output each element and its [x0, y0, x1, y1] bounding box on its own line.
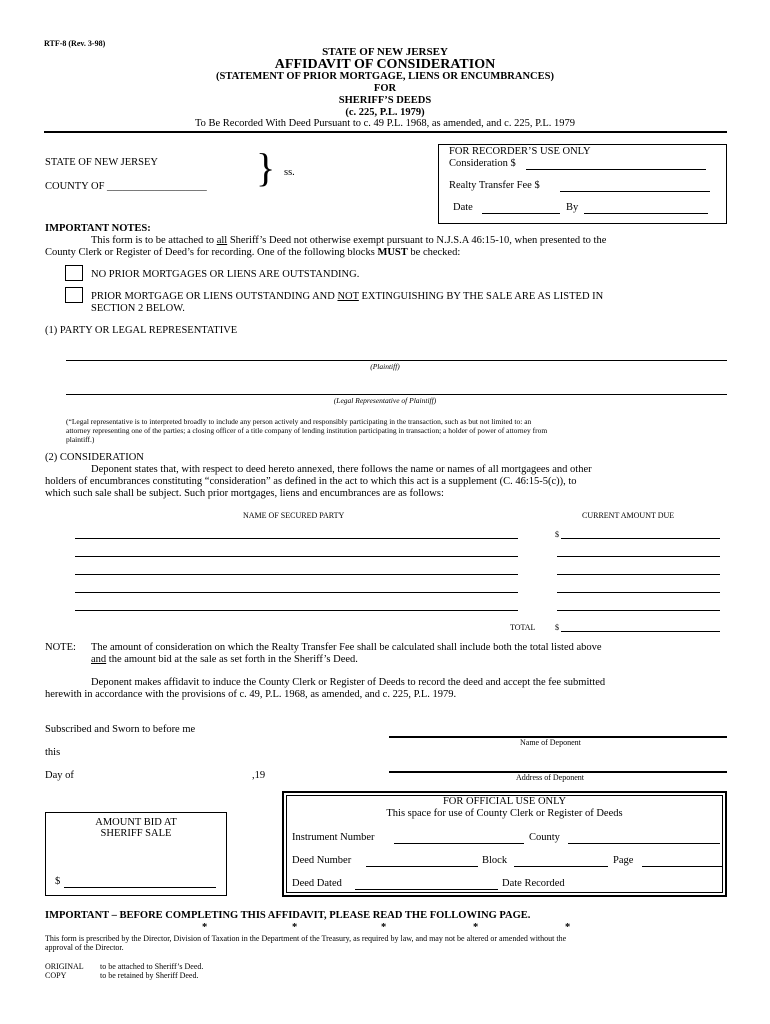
amount-due-field-4[interactable] [557, 592, 720, 593]
section-2-line-3: which such sale shall be subject. Such prior mortgages, liens and encumbrances are as follows: [45, 488, 444, 499]
block-field[interactable] [514, 866, 608, 867]
deed-dated-label: Deed Dated [292, 878, 342, 889]
section-2-line-1: Deponent states that, with respect to deed hereto annexed, there follows the name or names of all mortgagees and other [91, 464, 592, 475]
header-state: STATE OF NEW JERSEY [322, 46, 448, 58]
recorder-fee-label: Realty Transfer Fee $ [449, 180, 540, 191]
recorder-consideration-field[interactable] [526, 169, 706, 170]
official-use-box [282, 791, 727, 897]
header-recorded: To Be Recorded With Deed Pursuant to c. 49 P.L. 1968, as amended, and c. 225, P.L. 1979 [194, 118, 576, 129]
col-header-party: NAME OF SECURED PARTY [243, 511, 345, 520]
venue-ss: ss. [284, 167, 295, 178]
no-prior-mortgage-checkbox[interactable] [65, 265, 83, 281]
recorder-by-label: By [566, 202, 579, 213]
venue-state: STATE OF NEW JERSEY [45, 157, 159, 168]
original-label: ORIGINAL [45, 962, 84, 971]
secured-party-field-3[interactable] [75, 574, 518, 575]
block-label: Block [482, 855, 508, 866]
amount-due-field-5[interactable] [557, 610, 720, 611]
venue-brace: } [256, 145, 276, 190]
header-for: FOR [373, 83, 397, 94]
deed-dated-field[interactable] [355, 889, 498, 890]
instrument-number-field[interactable] [394, 843, 524, 844]
section-1-heading: (1) PARTY OR LEGAL REPRESENTATIVE [45, 325, 238, 336]
star-2: * [292, 922, 298, 933]
secured-party-field-5[interactable] [75, 610, 518, 611]
sworn-subscribed: Subscribed and Sworn to before me [45, 724, 196, 735]
amount-due-field-1[interactable] [561, 538, 720, 539]
star-1: * [202, 922, 208, 933]
date-recorded-label[interactable]: Date Recorded [502, 878, 565, 889]
no-prior-mortgage-label: NO PRIOR MORTGAGES OR LIENS ARE OUTSTANDING. [91, 269, 360, 280]
affidavit-line-2: herewith in accordance with the provisions of c. 49, P.L. 1968, as amended, and c. 225, P.L. 1979. [45, 689, 457, 700]
col-header-amount: CURRENT AMOUNT DUE [582, 511, 675, 520]
deed-number-field[interactable] [366, 866, 478, 867]
copy-label: COPY [45, 971, 67, 980]
total-dollar: $ [555, 623, 559, 632]
note-label: NOTE: [45, 642, 76, 653]
amount-dollar-1: $ [555, 530, 559, 539]
form-id: RTF-8 (Rev. 3-98) [44, 39, 106, 48]
header-deeds: SHERIFF’S DEEDS [338, 95, 432, 106]
star-5: * [565, 922, 571, 933]
amount-bid-label-2: SHERIFF SALE [100, 828, 172, 839]
recorder-date-field[interactable] [482, 213, 560, 214]
amount-bid-field[interactable] [64, 887, 216, 888]
total-amount-field[interactable] [561, 631, 720, 632]
footnote-line-3: plaintiff.) [66, 435, 95, 444]
page-subtitle: (STATEMENT OF PRIOR MORTGAGE, LIENS OR ENCUMBRANCES) [216, 71, 554, 82]
county-label: County [529, 832, 560, 843]
instrument-number-label: Instrument Number [292, 832, 375, 843]
star-4: * [473, 922, 479, 933]
sworn-day-of: Day of [45, 770, 74, 781]
footnote-line-2: attorney representing one of the parties; a closing officer of a title company of lending institution participating in transaction; a holder of power of attorney from [66, 426, 548, 435]
amount-due-field-2[interactable] [557, 556, 720, 557]
section-2-line-2: holders of encumbrances constituting “consideration” as defined in the act to which this act is a supplement (C. 46:15-5(c)), to [45, 476, 577, 487]
prescribed-line-2: approval of the Director. [45, 943, 124, 952]
page-field[interactable] [642, 866, 722, 867]
copy-text: to be retained by Sheriff Deed. [100, 971, 199, 980]
official-title: FOR OFFICIAL USE ONLY [442, 796, 567, 807]
sworn-this: this [45, 747, 61, 758]
notes-heading: IMPORTANT NOTES: [45, 223, 151, 234]
plaintiff-caption: (Plaintiff) [370, 362, 400, 371]
recorder-by-field[interactable] [584, 213, 708, 214]
secured-party-field-1[interactable] [75, 538, 518, 539]
note-line-1: The amount of consideration on which the Realty Transfer Fee shall be calculated shall include both the total listed above [91, 642, 602, 653]
recorder-date-label: Date [453, 202, 473, 213]
venue-county[interactable]: COUNTY OF ___________________ [45, 181, 207, 192]
important-footer: IMPORTANT – BEFORE COMPLETING THIS AFFIDAVIT, PLEASE READ THE FOLLOWING PAGE. [45, 910, 531, 921]
legal-rep-caption: (Legal Representative of Plaintiff) [333, 396, 437, 405]
notes-line-1: This form is to be attached to all Sheriff’s Deed not otherwise exempt pursuant to N.J.S.A 46:15-10, when presented to the [91, 235, 607, 246]
recorder-fee-field[interactable] [560, 191, 710, 192]
amount-bid-dollar: $ [55, 876, 61, 887]
amount-bid-label-1: AMOUNT BID AT [95, 817, 177, 828]
secured-party-field-4[interactable] [75, 592, 518, 593]
plaintiff-field[interactable] [66, 360, 727, 361]
prior-mortgage-label: PRIOR MORTGAGE OR LIENS OUTSTANDING AND NOT EXTINGUISHING BY THE SALE ARE AS LISTED IN [91, 291, 604, 302]
deed-number-label: Deed Number [292, 855, 352, 866]
footnote-line-1: (“Legal representative is to interpreted broadly to include any person actively and responsibly participating in the transaction, such as but not limited to: an [66, 417, 532, 426]
county-field[interactable] [568, 843, 720, 844]
original-text: to be attached to Sheriff’s Deed. [100, 962, 204, 971]
prescribed-line-1: This form is prescribed by the Director, Division of Taxation in the Department of the Treasury, as required by law, and may not be altered or amended without the [45, 934, 567, 943]
total-label: TOTAL [510, 623, 536, 632]
header-rule [44, 131, 727, 133]
header-citation: (c. 225, P.L. 1979) [345, 107, 425, 118]
deponent-address-caption: Address of Deponent [516, 773, 584, 782]
amount-due-field-3[interactable] [557, 574, 720, 575]
notes-line-2: County Clerk or Register of Deed’s for recording. One of the following blocks MUST be checked: [45, 247, 461, 258]
recorder-consideration-label: Consideration $ [449, 158, 516, 169]
affidavit-line-1: Deponent makes affidavit to induce the County Clerk or Register of Deeds to record the deed and accept the fee submitted [91, 677, 606, 688]
prior-mortgage-checkbox[interactable] [65, 287, 83, 303]
section-2-heading: (2) CONSIDERATION [45, 452, 144, 463]
amount-bid-box [45, 812, 227, 896]
prior-mortgage-label-2: SECTION 2 BELOW. [91, 303, 185, 314]
secured-party-field-2[interactable] [75, 556, 518, 557]
official-subtitle: This space for use of County Clerk or Register of Deeds [386, 808, 623, 819]
legal-rep-field[interactable] [66, 394, 727, 395]
page-title: AFFIDAVIT OF CONSIDERATION [274, 57, 496, 72]
note-line-2: and the amount bid at the sale as set forth in the Sheriff’s Deed. [91, 654, 358, 665]
recorder-box [438, 144, 727, 224]
page-label: Page [613, 855, 634, 866]
sworn-year: ,19 [252, 770, 266, 781]
recorder-title: FOR RECORDER’S USE ONLY [449, 146, 591, 157]
deponent-name-caption: Name of Deponent [520, 738, 581, 747]
star-3: * [381, 922, 387, 933]
